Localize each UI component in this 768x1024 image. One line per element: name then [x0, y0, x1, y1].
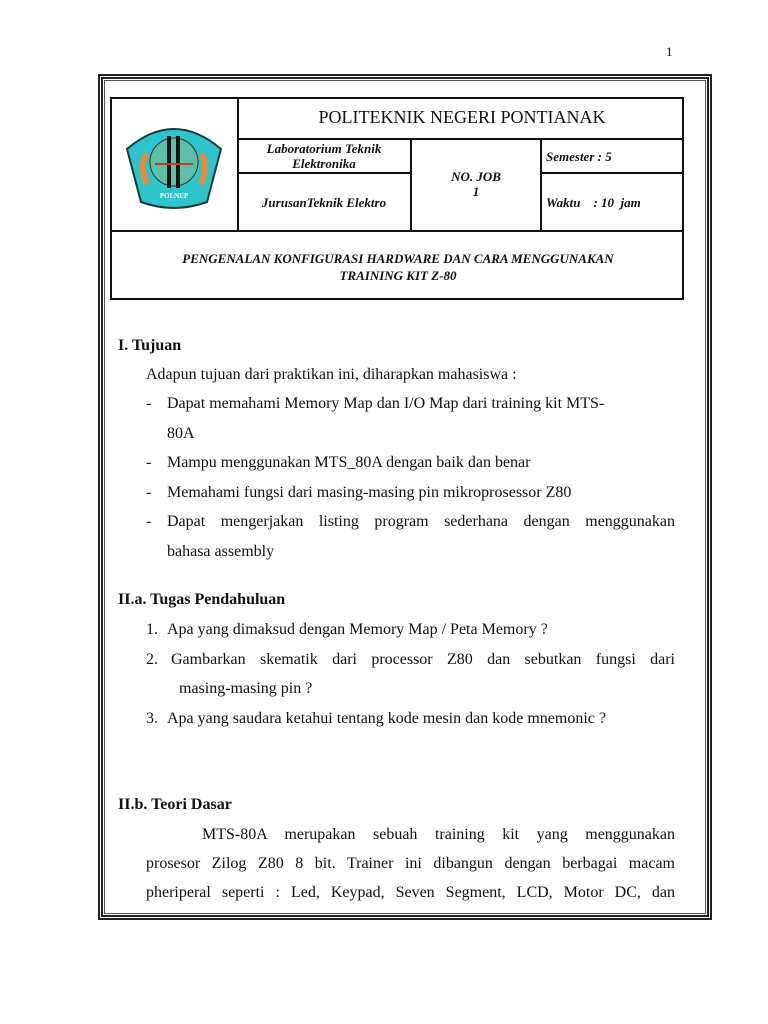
section-heading-tugas: II.a. Tugas Pendahuluan: [118, 591, 286, 608]
job-number: [412, 169, 540, 199]
bullet: -: [146, 454, 152, 471]
waktu-value: : 10 jam: [593, 195, 641, 210]
paragraph-line: MTS-80A merupakan sebuah training kit yang menggunakan: [202, 826, 675, 843]
waktu-label: Waktu: [546, 195, 581, 210]
department: JurusanTeknik Elektro: [261, 195, 387, 210]
institution-name: POLITEKNIK NEGERI PONTIANAK: [318, 107, 606, 127]
list-item: Apa yang dimaksud dengan Memory Map / Peta Memory ?: [167, 621, 548, 638]
list-item-cont: bahasa assembly: [167, 543, 275, 560]
lab-line-1: Laboratorium Teknik: [266, 141, 382, 156]
job-title-line-2: TRAINING KIT Z-80: [339, 268, 457, 283]
list-item: Dapat mengerjakan listing program sederhana dengan menggunakan: [167, 513, 675, 530]
section-heading-teori: II.b. Teori Dasar: [118, 796, 232, 813]
lab-name: [238, 141, 410, 171]
paragraph-line: pheriperal seperti : Led, Keypad, Seven Segment, LCD, Motor DC, dan: [146, 884, 675, 901]
list-item-cont: masing-masing pin ?: [179, 680, 313, 697]
job-value: 1: [472, 184, 480, 199]
paragraph-line: prosesor Zilog Z80 8 bit. Trainer ini dibangun dengan berbagai macam: [146, 855, 675, 872]
page-number: 1: [666, 44, 673, 59]
logo-cell: [112, 99, 238, 230]
item-number: 2.: [146, 651, 158, 668]
list-item: Mampu menggunakan MTS_80A dengan baik dan benar: [167, 454, 531, 471]
header-table: [110, 97, 684, 300]
item-number: 3.: [146, 710, 158, 727]
lab-line-2: Elektronika: [292, 156, 356, 171]
list-item: Gambarkan skematik dari processor Z80 dan sebutkan fungsi dari: [171, 651, 675, 668]
job-title: [112, 250, 684, 284]
list-item-cont: 80A: [167, 425, 195, 442]
polnep-logo-icon: [119, 114, 229, 214]
list-item: Memahami fungsi dari masing-masing pin mikroprosessor Z80: [167, 484, 572, 501]
list-item: Dapat memahami Memory Map dan I/O Map dari training kit MTS-: [167, 395, 605, 412]
svg-text:POLNEP: POLNEP: [159, 192, 189, 200]
section-heading-tujuan: I. Tujuan: [118, 337, 182, 354]
list-item: Apa yang saudara ketahui tentang kode mesin dan kode mnemonic ?: [167, 710, 606, 727]
job-label: NO. JOB: [451, 169, 501, 184]
bullet: -: [146, 395, 152, 412]
bullet: -: [146, 513, 152, 530]
waktu: [546, 195, 641, 211]
semester: Semester : 5: [546, 149, 612, 164]
bullet: -: [146, 484, 152, 501]
item-number: 1.: [146, 621, 158, 638]
job-title-line-1: PENGENALAN KONFIGURASI HARDWARE DAN CARA MENGGUNAKAN: [182, 251, 614, 266]
tujuan-intro: Adapun tujuan dari praktikan ini, diharapkan mahasiswa :: [146, 366, 517, 383]
